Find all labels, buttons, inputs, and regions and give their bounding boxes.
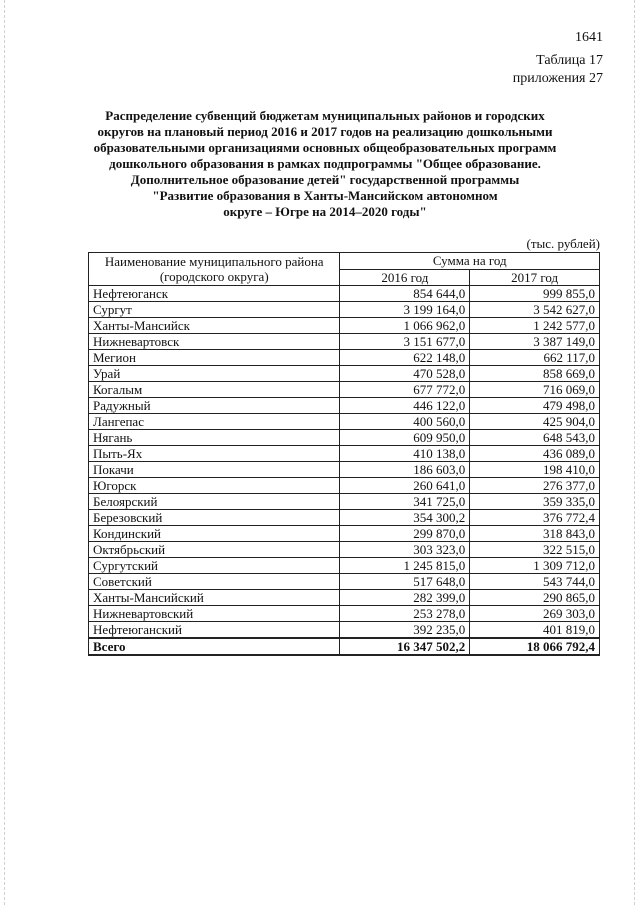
title-line: образовательными организациями основных общеобразовательных программ bbox=[93, 140, 557, 155]
row-value-2016: 299 870,0 bbox=[340, 526, 470, 542]
row-name: Нефтеюганский bbox=[89, 622, 340, 639]
table-label: Таблица 17 bbox=[536, 53, 603, 68]
row-name: Лангепас bbox=[89, 414, 340, 430]
subsidy-table bbox=[88, 252, 600, 656]
row-value-2017: 662 117,0 bbox=[470, 350, 600, 366]
row-value-2016: 446 122,0 bbox=[340, 398, 470, 414]
row-value-2017: 1 309 712,0 bbox=[470, 558, 600, 574]
header-municipality: Наименование муниципального района (городского округа) bbox=[89, 253, 340, 286]
table-total-row bbox=[89, 638, 600, 655]
row-value-2017: 269 303,0 bbox=[470, 606, 600, 622]
row-value-2017: 425 904,0 bbox=[470, 414, 600, 430]
row-name: Югорск bbox=[89, 478, 340, 494]
row-value-2017: 436 089,0 bbox=[470, 446, 600, 462]
header-year-2016: 2016 год bbox=[340, 269, 470, 286]
table-row bbox=[89, 542, 600, 558]
units-label: (тыс. рублей) bbox=[526, 236, 600, 251]
table-row bbox=[89, 366, 600, 382]
table-row bbox=[89, 526, 600, 542]
table-row bbox=[89, 430, 600, 446]
row-name: Сургутский bbox=[89, 558, 340, 574]
table-header-row bbox=[89, 253, 600, 270]
row-name: Пыть-Ях bbox=[89, 446, 340, 462]
row-name: Березовский bbox=[89, 510, 340, 526]
row-value-2017: 999 855,0 bbox=[470, 286, 600, 302]
row-value-2016: 392 235,0 bbox=[340, 622, 470, 639]
row-value-2017: 359 335,0 bbox=[470, 494, 600, 510]
table-row bbox=[89, 318, 600, 334]
scan-edge-right bbox=[634, 0, 636, 905]
row-value-2016: 410 138,0 bbox=[340, 446, 470, 462]
table-row bbox=[89, 558, 600, 574]
title-line: дошкольного образования в рамках подпрограммы "Общее образование. bbox=[109, 156, 541, 171]
table-row bbox=[89, 494, 600, 510]
row-name: Сургут bbox=[89, 302, 340, 318]
table-row bbox=[89, 478, 600, 494]
table-body bbox=[89, 286, 600, 656]
row-name: Урай bbox=[89, 366, 340, 382]
row-value-2016: 622 148,0 bbox=[340, 350, 470, 366]
table-row bbox=[89, 510, 600, 526]
row-value-2016: 282 399,0 bbox=[340, 590, 470, 606]
row-name: Радужный bbox=[89, 398, 340, 414]
row-name: Белоярский bbox=[89, 494, 340, 510]
table-row bbox=[89, 286, 600, 302]
table-row bbox=[89, 606, 600, 622]
row-value-2016: 260 641,0 bbox=[340, 478, 470, 494]
row-value-2017: 858 669,0 bbox=[470, 366, 600, 382]
row-value-2016: 470 528,0 bbox=[340, 366, 470, 382]
appendix-label: приложения 27 bbox=[512, 71, 603, 86]
table-reference bbox=[513, 52, 603, 88]
title-line: Распределение субвенций бюджетам муниципальных районов и городских bbox=[105, 108, 545, 123]
page-number: 1641 bbox=[575, 30, 603, 45]
row-name: Нижневартовск bbox=[89, 334, 340, 350]
row-value-2016: 186 603,0 bbox=[340, 462, 470, 478]
row-value-2017: 322 515,0 bbox=[470, 542, 600, 558]
row-value-2016: 1 066 962,0 bbox=[340, 318, 470, 334]
row-value-2016: 253 278,0 bbox=[340, 606, 470, 622]
row-name: Ханты-Мансийск bbox=[89, 318, 340, 334]
table-row bbox=[89, 574, 600, 590]
table-row bbox=[89, 382, 600, 398]
total-label: Всего bbox=[89, 638, 340, 655]
row-value-2016: 354 300,2 bbox=[340, 510, 470, 526]
row-value-2017: 3 387 149,0 bbox=[470, 334, 600, 350]
row-value-2016: 1 245 815,0 bbox=[340, 558, 470, 574]
total-value-2016: 16 347 502,2 bbox=[340, 638, 470, 655]
table-row bbox=[89, 350, 600, 366]
row-value-2017: 401 819,0 bbox=[470, 622, 600, 639]
row-value-2016: 3 151 677,0 bbox=[340, 334, 470, 350]
row-name: Когалым bbox=[89, 382, 340, 398]
row-value-2017: 318 843,0 bbox=[470, 526, 600, 542]
table-row bbox=[89, 622, 600, 639]
header-year-2017: 2017 год bbox=[470, 269, 600, 286]
table-row bbox=[89, 334, 600, 350]
title-line: округе – Югре на 2014–2020 годы" bbox=[223, 204, 427, 219]
table-row bbox=[89, 302, 600, 318]
scan-edge-left bbox=[4, 0, 6, 905]
row-name: Нефтеюганск bbox=[89, 286, 340, 302]
row-value-2016: 400 560,0 bbox=[340, 414, 470, 430]
table-row bbox=[89, 462, 600, 478]
header-sum-per-year: Сумма на год bbox=[340, 253, 600, 270]
row-value-2017: 376 772,4 bbox=[470, 510, 600, 526]
row-value-2017: 716 069,0 bbox=[470, 382, 600, 398]
row-name: Советский bbox=[89, 574, 340, 590]
row-name: Нижневартовский bbox=[89, 606, 340, 622]
row-name: Октябрьский bbox=[89, 542, 340, 558]
table-row bbox=[89, 414, 600, 430]
row-name: Покачи bbox=[89, 462, 340, 478]
title-line: округов на плановый период 2016 и 2017 годов на реализацию дошкольными bbox=[97, 124, 553, 139]
row-value-2017: 1 242 577,0 bbox=[470, 318, 600, 334]
row-value-2017: 648 543,0 bbox=[470, 430, 600, 446]
table-row bbox=[89, 446, 600, 462]
table-row bbox=[89, 590, 600, 606]
row-name: Ханты-Мансийский bbox=[89, 590, 340, 606]
title-line: "Развитие образования в Ханты-Мансийском автономном bbox=[152, 188, 498, 203]
row-value-2017: 290 865,0 bbox=[470, 590, 600, 606]
total-value-2017: 18 066 792,4 bbox=[470, 638, 600, 655]
row-value-2017: 543 744,0 bbox=[470, 574, 600, 590]
document-title bbox=[90, 108, 560, 220]
title-line: Дополнительное образование детей" государственной программы bbox=[130, 172, 520, 187]
row-value-2017: 479 498,0 bbox=[470, 398, 600, 414]
row-name: Мегион bbox=[89, 350, 340, 366]
row-value-2016: 3 199 164,0 bbox=[340, 302, 470, 318]
table-row bbox=[89, 398, 600, 414]
row-name: Кондинский bbox=[89, 526, 340, 542]
row-value-2016: 677 772,0 bbox=[340, 382, 470, 398]
row-value-2016: 303 323,0 bbox=[340, 542, 470, 558]
row-value-2017: 198 410,0 bbox=[470, 462, 600, 478]
row-value-2017: 3 542 627,0 bbox=[470, 302, 600, 318]
row-value-2017: 276 377,0 bbox=[470, 478, 600, 494]
row-value-2016: 341 725,0 bbox=[340, 494, 470, 510]
row-value-2016: 854 644,0 bbox=[340, 286, 470, 302]
row-value-2016: 517 648,0 bbox=[340, 574, 470, 590]
row-value-2016: 609 950,0 bbox=[340, 430, 470, 446]
row-name: Нягань bbox=[89, 430, 340, 446]
